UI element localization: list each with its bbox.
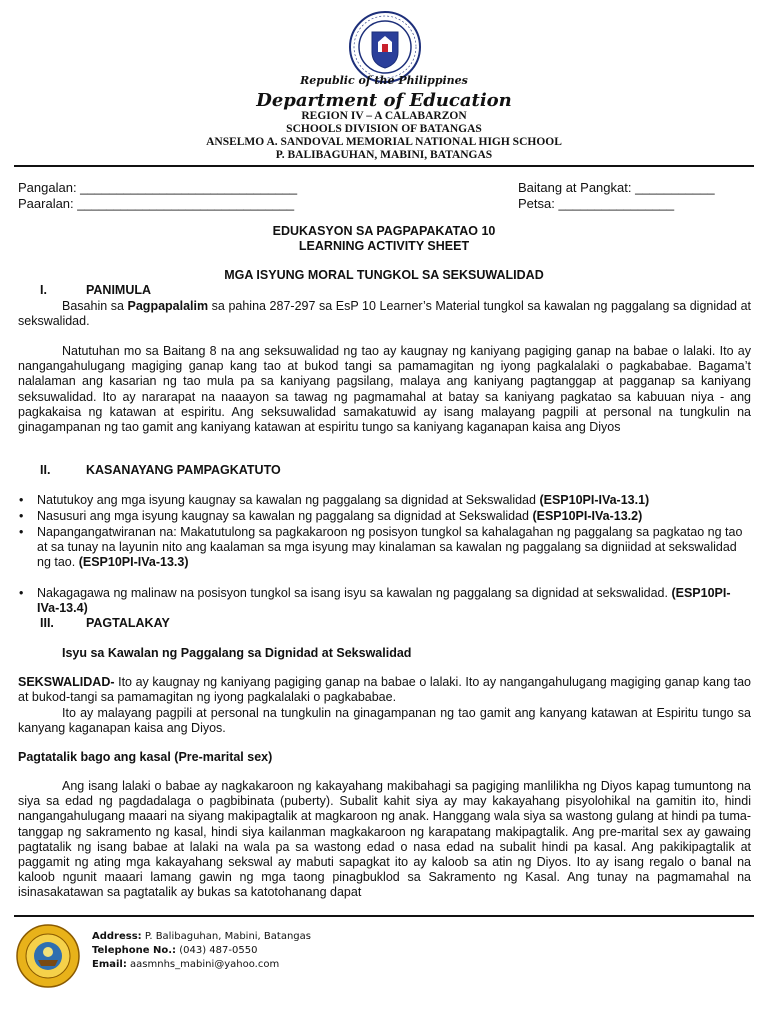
section2-number: II. (40, 463, 51, 477)
subject-title: EDUKASYON SA PAGPAPAKATAO 10 (272, 224, 496, 238)
section1-title: PANIMULA (86, 283, 152, 297)
section3-title: PAGTALAKAY (86, 616, 170, 630)
region-line: REGION IV – A CALABARZON (301, 110, 467, 122)
department-title: Department of Education (256, 90, 512, 111)
list-item: • Napangangatwiranan na: Makatutulong sa pagkakaroon ng posisyon tungkol sa kahalagahan ng paggalang sa pagkatao ng tao at sa tunay na layunin nito ang kaalaman sa mga isyung may kinalaman sa kawalan ng paggalang sa digniidad at sekswalidad ng tao. (ESP10PI-IVa-13.3) (19, 525, 743, 570)
footer-divider (14, 915, 754, 917)
footer-email: Email: aasmnhs_mabini@yahoo.com (92, 959, 280, 970)
section1-paragraph2: Natutuhan mo sa Baitang 8 na ang seksuwalidad ng tao ay kaugnay ng kaniyang pagiging ganap na babae o lalaki. Ito ay nangangahulugang magiging ganap kang tao at bukod tangi sa pamamagitan ng iyong pagkalalaki o pagkababae. Bagama’t nalalaman ang kasarian ng tao mula pa sa kaniyang pagsilang, malaya ang kaniyang pagtanggap at pagganap sa kaniyang seksuwalidad. Ito ay nararapat na naaayon sa tawag ng pagmamahal at batay sa kaniyang pagkatao sa kabuuan niya - ang pagkakaisa ng katawan at espiritu. Ang seksuwalidad samakatuwid ay isang malayang pagpili at personal na tungkulin na ginagampanan ng tao gamit ang kaniyang katawan at espiritu tungo sa kaniyang kaganapan kaisa ang Diyos (18, 344, 751, 435)
division-line: SCHOOLS DIVISION OF BATANGAS (286, 123, 482, 135)
date-field: Petsa: ________________ (518, 196, 675, 211)
list-item: • Nasusuri ang mga isyung kaugnay sa kawalan ng paggalang sa dignidad at Sekswalidad (ESP10PI-IVa-13.2) (19, 509, 643, 523)
footer-address: Address: P. Balibaguhan, Mabini, Batangas (92, 931, 311, 942)
topic-title: MGA ISYUNG MORAL TUNGKOL SA SEKSUWALIDAD (224, 268, 544, 282)
section3-number: III. (40, 616, 54, 630)
list-item: • Nakagagawa ng malinaw na posisyon tungkol sa isang isyu sa kawalan ng paggalang sa dignidad at sekswalidad. (ESP10PI-IVa-13.4) (19, 586, 731, 616)
grade-field: Baitang at Pangkat: ___________ (518, 180, 715, 195)
section2-title: KASANAYANG PAMPAGKATUTO (86, 463, 281, 477)
premarital-subtitle: Pagtatalik bago ang kasal (Pre-marital sex) (18, 750, 273, 764)
sheet-title: LEARNING ACTIVITY SHEET (298, 239, 470, 253)
name-field: Pangalan: ______________________________ (18, 180, 298, 195)
sekswalidad-definition-cont: Ito ay malayang pagpili at personal na tungkulin na ginagampanan ng tao gamit ang kanyang katawan at Espiritu tungo sa kanyang kaganapan kaisa ang Diyos. (18, 706, 751, 736)
list-item: • Natutukoy ang mga isyung kaugnay sa kawalan ng paggalang sa dignidad at Sekswalidad (ESP10PI-IVa-13.1) (19, 493, 650, 507)
section1-paragraph1: Basahin sa Pagpapalalim sa pahina 287-297 sa EsP 10 Learner’s Material tungkol sa kawalan ng paggalang sa dignidad at sekswalidad. (18, 299, 751, 329)
school-field: Paaralan: ______________________________ (18, 196, 295, 211)
section3-subtitle: Isyu sa Kawalan ng Paggalang sa Dignidad at Sekswalidad (62, 646, 412, 660)
school-logo-icon (16, 924, 80, 988)
header-divider (14, 165, 754, 167)
school-line: ANSELMO A. SANDOVAL MEMORIAL NATIONAL HIGH SCHOOL (206, 136, 562, 148)
footer-phone: Telephone No.: (043) 487-0550 (92, 945, 258, 956)
deped-seal-icon (348, 10, 422, 84)
address-line: P. BALIBAGUHAN, MABINI, BATANGAS (275, 149, 493, 161)
premarital-paragraph: Ang isang lalaki o babae ay nagkakaroon ng kakayahang makibahagi sa pagiging manlilikha ng Diyos kapag tumuntong na siya sa edad ng pagdadalaga o pagbibinata (puberty). Subalit kahit siya ay may kakayahang pisyolohikal na gamitin ito, hindi nangangahulugang maaari na siyang makipagtalik at magkaroon ng anak. Hanggang wala siya sa wastong gulang at hindi pa tuma-tanggap ng sakramento ng kasal, hindi siya kailanman magkakaroon ng karapatang makipagtalik. Ang pre-marital sex ay gawaing pagtatalik ng isang babae at lalaki na wala pa sa wastong edad o nasa edad na subalit hindi pa kasal. Ang pakikipagtalik at paggamit ng ating mga kakayahang sekswal ay mabuti sapagkat ito ay kaloob sa atin ng Diyos. Ito ay isang regalo o banal na kaloob ngunit maaari lamang gawin ng mga taong pinagbuklod sa Sakramento ng Kasal. Ang tunay na pagmamahal na isinasakatawan sa pagtatalik ay bukas sa katotohanang dapat (18, 779, 751, 900)
republic-line: Republic of the Philippines (300, 74, 468, 87)
section1-number: I. (40, 283, 47, 297)
sekswalidad-definition: SEKSWALIDAD- Ito ay kaugnay ng kaniyang pagiging ganap na babae o lalaki. Ito ay nangangahulugang magiging ganap kang tao at bukod-tangi sa pamamagitan ng iyong pagkalalaki o pagkababae. (18, 675, 751, 705)
